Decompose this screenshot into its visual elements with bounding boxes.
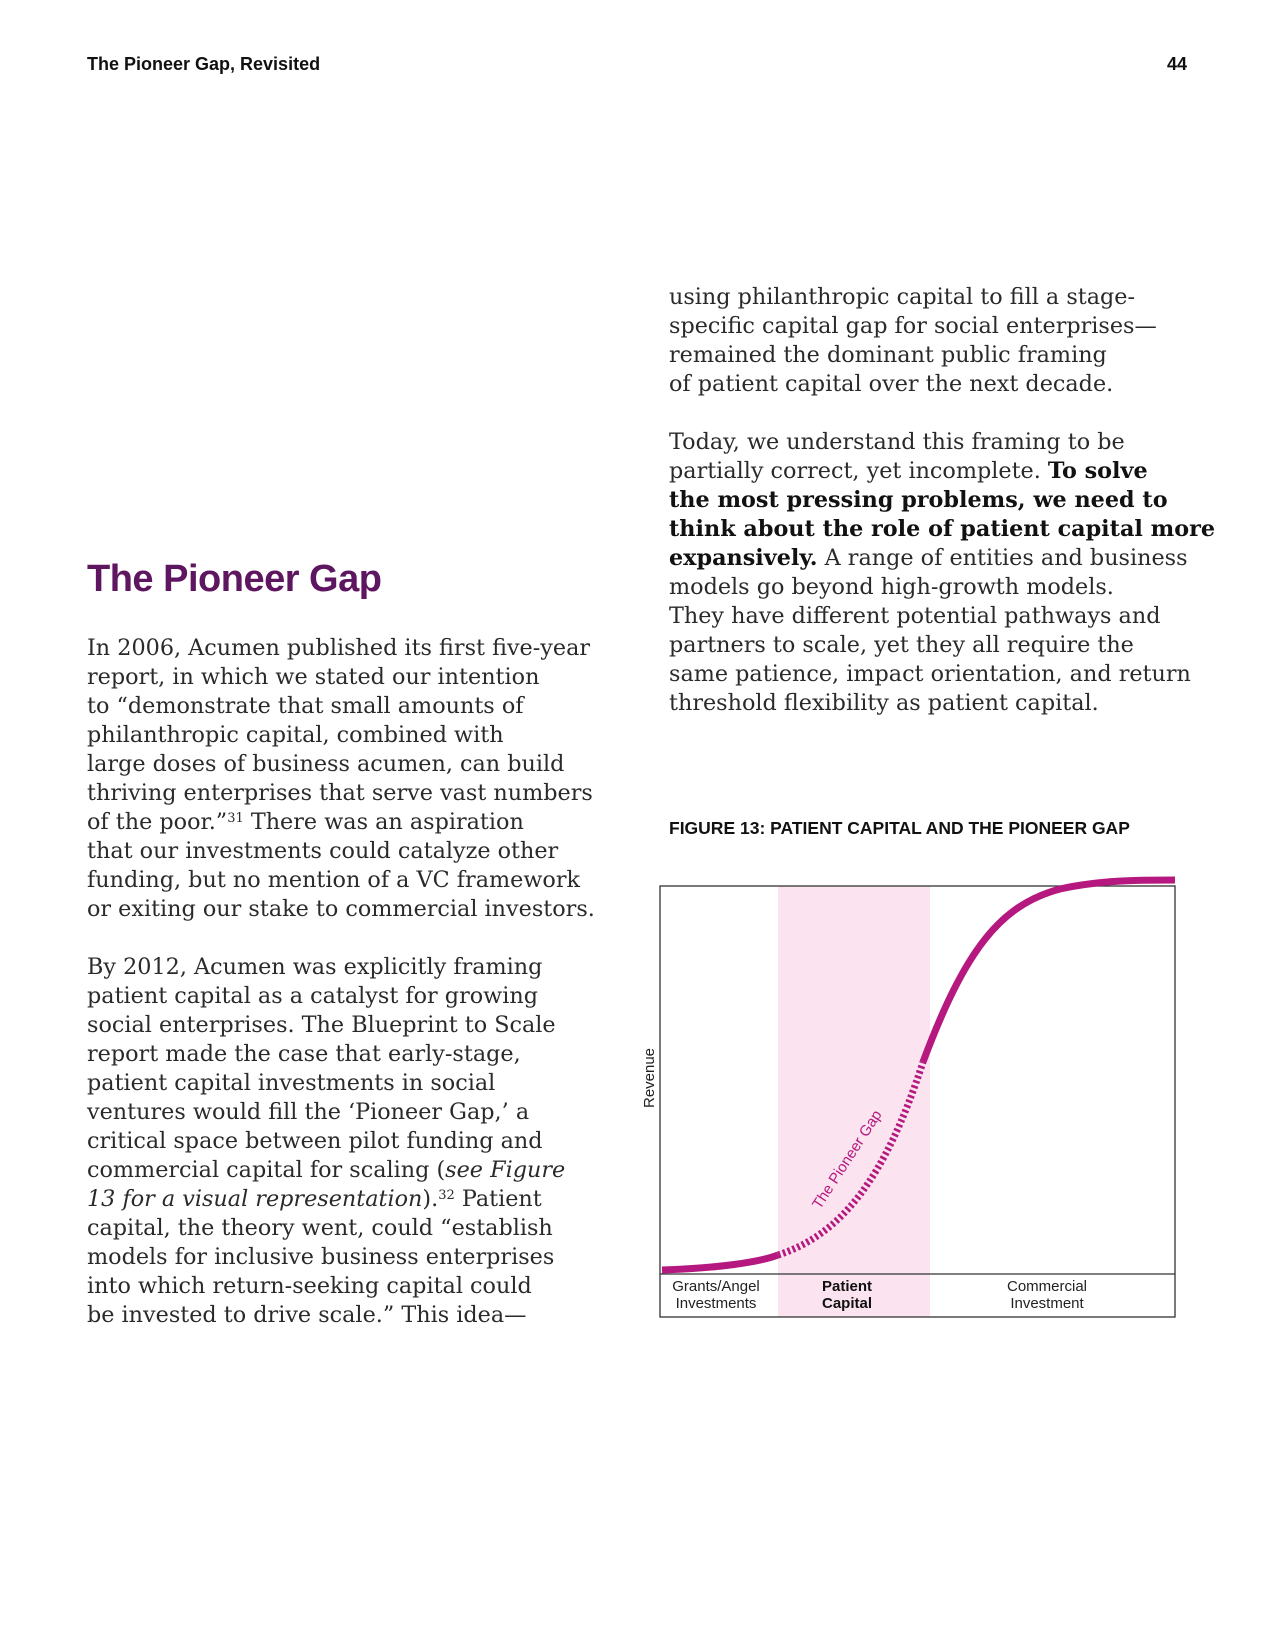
right-column (669, 283, 1216, 718)
section-heading: The Pioneer Gap (87, 558, 382, 600)
emphasis: To solve (1047, 458, 1148, 484)
text-line: into which return-seeking capital could (87, 1273, 532, 1299)
text-line: report, in which we stated our intention (87, 664, 540, 690)
emphasis: expansively. (669, 545, 818, 571)
stage-label-grants: Grants/Angel (672, 1278, 760, 1295)
text-segment: A range of entities and business (817, 545, 1188, 571)
text-line (669, 457, 1189, 486)
page-number: 44 (1166, 54, 1187, 74)
footnote-ref-32: 32 (438, 1188, 455, 1203)
y-axis-label: Revenue (641, 1047, 658, 1109)
text-line: that our investments could catalyze other (87, 838, 559, 864)
paragraph (87, 634, 602, 924)
text-line (87, 808, 602, 837)
curve-solid-start (662, 1255, 778, 1270)
text-line: thriving enterprises that serve vast numbers (87, 780, 593, 806)
text-line: They have different potential pathways and (669, 603, 1161, 629)
emphasis: the most pressing problems, we need to (669, 487, 1168, 513)
text-line: same patience, impact orientation, and return (669, 661, 1191, 687)
text-line: patient capital as a catalyst for growing (87, 983, 539, 1009)
text-segment: partially correct, yet incomplete. (669, 458, 1048, 484)
curve-label: The Pioneer Gap (809, 1107, 886, 1213)
text-line: funding, but no mention of a VC framework (87, 867, 581, 893)
text-segment: of the poor.” (87, 809, 228, 835)
text-line: ventures would fill the ‘Pioneer Gap,’ a (87, 1099, 530, 1125)
text-line: report made the case that early-stage, (87, 1041, 521, 1067)
stage-label-commercial: Investment (1010, 1295, 1084, 1312)
text-line (669, 544, 1189, 573)
text-line (87, 1156, 602, 1185)
text-line (669, 515, 1216, 544)
text-line: or exiting our stake to commercial investors. (87, 896, 595, 922)
running-header-title: The Pioneer Gap, Revisited (87, 54, 321, 74)
text-line: models go beyond high-growth models. (669, 574, 1114, 600)
text-line: models for inclusive business enterprises (87, 1244, 555, 1270)
text-line: large doses of business acumen, can build (87, 751, 565, 777)
text-line: be invested to drive scale.” This idea— (87, 1302, 527, 1328)
text-line: patient capital investments in social (87, 1070, 496, 1096)
paragraph (669, 428, 1216, 718)
stage-label-grants: Investments (675, 1295, 757, 1312)
text-line: of patient capital over the next decade. (669, 371, 1114, 397)
text-line: In 2006, Acumen published its first five-year (87, 635, 591, 661)
text-segment: commercial capital for scaling ( (87, 1157, 446, 1183)
stage-label-patient-capital: Capital (821, 1295, 873, 1312)
text-line: partners to scale, yet they all require the (669, 632, 1134, 658)
text-line: remained the dominant public framing (669, 342, 1107, 368)
footnote-ref-31: 31 (227, 811, 244, 826)
text-line: philanthropic capital, combined with (87, 722, 504, 748)
text-line (87, 1185, 602, 1214)
left-column (87, 634, 602, 1330)
text-line: threshold flexibility as patient capital. (669, 690, 1099, 716)
figure-reference: 13 for a visual representation (87, 1186, 423, 1212)
text-line: capital, the theory went, could “establish (87, 1215, 553, 1241)
text-segment: There was an aspiration (243, 809, 524, 835)
text-line: using philanthropic capital to fill a stage- (669, 284, 1136, 310)
text-line: Today, we understand this framing to be (669, 429, 1125, 455)
text-line: social enterprises. The Blueprint to Scale (87, 1012, 556, 1038)
curve-solid-end (923, 880, 1175, 1062)
text-line: By 2012, Acumen was explicitly framing (87, 954, 543, 980)
text-line: specific capital gap for social enterprises— (669, 313, 1157, 339)
stage-label-patient-capital: Patient (821, 1278, 873, 1295)
pioneer-gap-diagram (600, 870, 1185, 1320)
text-segment: Patient (454, 1186, 542, 1212)
text-segment: ). (422, 1186, 439, 1212)
emphasis: think about the role of patient capital more (669, 516, 1216, 542)
paragraph (669, 283, 1189, 399)
paragraph (87, 953, 602, 1330)
figure-title: FIGURE 13: PATIENT CAPITAL AND THE PIONEER GAP (669, 818, 1130, 838)
stage-label-commercial: Commercial (1006, 1278, 1088, 1295)
text-line (669, 486, 1189, 515)
text-line: to “demonstrate that small amounts of (87, 693, 524, 719)
figure-reference: see Figure (445, 1157, 566, 1183)
text-line: critical space between pilot funding and (87, 1128, 543, 1154)
